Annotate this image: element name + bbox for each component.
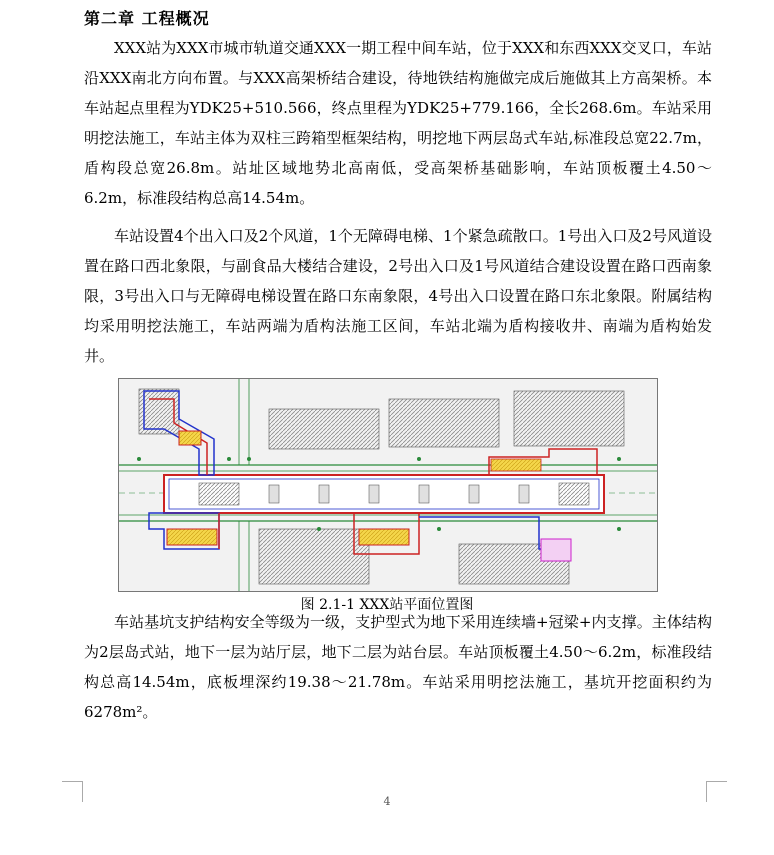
paragraph-overview: XXX站为XXX市城市轨道交通XXX一期工程中间车站，位于XXX和东西XXX交叉口，车站沿XXX南北方向布置。与XXX高架桥结合建设，待地铁结构施做完成后施做其上方高架桥。本车站起点里程为YDK25+510.566，终点里程为YDK25+779.166，全长268.6m。车站采用明挖法施工，车站主体为双柱三跨箱型框架结构，明挖地下两层岛式车站,标准段总宽22.7m，盾构段总宽26.8m。站址区域地势北高南低，受高架桥基础影响，车站顶板覆土4.50～6.2m，标准段结构总高14.54m。 — [84, 39, 712, 207]
page-number: 4 — [383, 795, 391, 808]
building-block — [139, 389, 179, 434]
building-block — [259, 529, 369, 584]
building-block — [269, 409, 379, 449]
building-block — [389, 399, 499, 447]
site-plan-drawing — [119, 379, 657, 591]
paragraph-entrances: 车站设置4个出入口及2个风道，1个无障碍电梯、1个紧急疏散口。1号出入口及2号风道设置在路口西北象限，与副食品大楼结合建设，2号出入口及1号风道结合建设设置在路口西南象限，3号出入口与无障碍电梯设置在路口东南象限，4号出入口设置在路口东北象限。附属结构均采用明挖法施工，车站两端为盾构法施工区间，车站北端为盾构接收井、南端为盾构始发井。 — [84, 227, 712, 365]
station-plan-figure — [118, 378, 658, 592]
building-block — [514, 391, 624, 446]
paragraph-support-structure: 车站基坑支护结构安全等级为一级，支护型式为地下采用连续墙+冠梁+内支撑。主体结构为2层岛式站，地下一层为站厅层，地下二层为站台层。车站顶板覆土4.50～6.2m，标准段结构总高14.54m，底板埋深约19.38～21.78m。车站采用明挖法施工，基坑开挖面积约为6278m²。 — [84, 613, 712, 721]
chapter-heading: 第二章 工程概况 — [84, 9, 210, 28]
figure-caption: 图 2.1-1 XXX站平面位置图 — [300, 597, 474, 613]
